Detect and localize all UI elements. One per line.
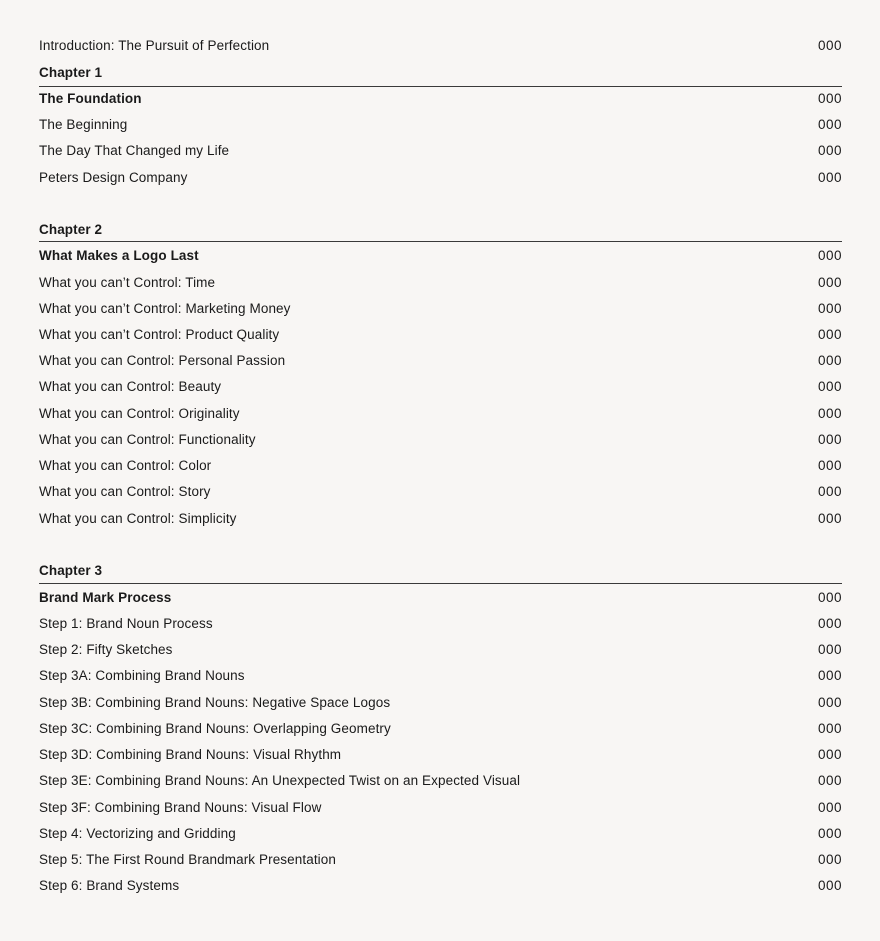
toc-page-number: 000 <box>817 615 842 631</box>
chapter-label-text: Chapter 1 <box>39 64 103 80</box>
toc-page-number: 000 <box>817 405 842 421</box>
toc-page-number: 000 <box>817 457 842 473</box>
toc-entry-title: Introduction: The Pursuit of Perfection <box>39 37 270 53</box>
toc-page-number: 000 <box>817 510 842 526</box>
chapter-label <box>39 216 842 242</box>
toc-entry[interactable] <box>39 269 842 295</box>
toc-entry[interactable] <box>39 767 842 793</box>
toc-entry-title: What you can Control: Color <box>39 457 212 473</box>
chapter-label-text: Chapter 2 <box>39 221 103 237</box>
toc-entry[interactable] <box>39 636 842 662</box>
toc-page-number: 000 <box>817 483 842 499</box>
toc-entry-title: What you can Control: Story <box>39 483 211 499</box>
toc-page-number: 000 <box>817 378 842 394</box>
toc-entry-title: Step 3C: Combining Brand Nouns: Overlapping Geometry <box>39 720 391 736</box>
toc-page-number: 000 <box>817 772 842 788</box>
toc-entry-title: Step 6: Brand Systems <box>39 877 180 893</box>
toc-page-number: 000 <box>817 746 842 762</box>
toc-entry-title: What you can Control: Functionality <box>39 431 256 447</box>
toc-entry[interactable] <box>39 610 842 636</box>
toc-entry[interactable] <box>39 164 842 190</box>
toc-entry[interactable] <box>39 373 842 399</box>
toc-page-number: 000 <box>817 694 842 710</box>
toc-entry[interactable] <box>39 111 842 137</box>
chapter-label <box>39 557 842 583</box>
toc-page-number: 000 <box>817 851 842 867</box>
toc-page-number: 000 <box>817 352 842 368</box>
toc-entry-title: What you can’t Control: Product Quality <box>39 326 280 342</box>
toc-entry-title: Step 3B: Combining Brand Nouns: Negative Space Logos <box>39 694 391 710</box>
chapter-title: What Makes a Logo Last <box>39 247 199 263</box>
toc-entry-title: Peters Design Company <box>39 169 188 185</box>
toc-entry[interactable] <box>39 295 842 321</box>
toc-entry-title: Step 3E: Combining Brand Nouns: An Unexpected Twist on an Expected Visual <box>39 772 521 788</box>
toc-entry-title: What you can Control: Beauty <box>39 378 222 394</box>
toc-page-number: 000 <box>817 90 842 106</box>
toc-page-number: 000 <box>817 877 842 893</box>
toc-entry-title: The Day That Changed my Life <box>39 142 230 158</box>
toc-page-number: 000 <box>817 116 842 132</box>
chapter-title-entry[interactable] <box>39 85 842 111</box>
toc-page-number: 000 <box>817 667 842 683</box>
toc-entry-introduction[interactable] <box>39 32 842 58</box>
toc-entry[interactable] <box>39 794 842 820</box>
toc-entry[interactable] <box>39 321 842 347</box>
toc-entry[interactable] <box>39 347 842 373</box>
toc-entry-title: What you can’t Control: Time <box>39 274 216 290</box>
toc-entry[interactable] <box>39 846 842 872</box>
toc-page-number: 000 <box>817 431 842 447</box>
toc-entry[interactable] <box>39 662 842 688</box>
toc-entry-title: Step 2: Fifty Sketches <box>39 641 173 657</box>
toc-entry-title: Step 5: The First Round Brandmark Presentation <box>39 851 336 867</box>
toc-entry-title: Step 3F: Combining Brand Nouns: Visual Flow <box>39 799 322 815</box>
toc-page-number: 000 <box>817 326 842 342</box>
chapter-title: The Foundation <box>39 90 142 106</box>
toc-page-number: 000 <box>817 169 842 185</box>
toc-entry[interactable] <box>39 820 842 846</box>
chapter-title: Brand Mark Process <box>39 589 172 605</box>
toc-page-number: 000 <box>817 274 842 290</box>
toc-page-number: 000 <box>817 641 842 657</box>
toc-entry[interactable] <box>39 478 842 504</box>
toc-entry[interactable] <box>39 689 842 715</box>
toc-entry[interactable] <box>39 872 842 898</box>
toc-entry[interactable] <box>39 741 842 767</box>
toc-page-number: 000 <box>817 825 842 841</box>
toc-entry-title: What you can Control: Originality <box>39 405 240 421</box>
toc-entry[interactable] <box>39 137 842 163</box>
chapter-title-entry[interactable] <box>39 242 842 268</box>
toc-entry-title: Step 4: Vectorizing and Gridding <box>39 825 236 841</box>
toc-page-number: 000 <box>817 589 842 605</box>
toc-page-number: 000 <box>817 300 842 316</box>
chapter-label-text: Chapter 3 <box>39 562 103 578</box>
toc-entry-title: Step 1: Brand Noun Process <box>39 615 213 631</box>
chapter-title-entry[interactable] <box>39 584 842 610</box>
toc-page-number: 000 <box>817 720 842 736</box>
toc-page-number: 000 <box>817 247 842 263</box>
toc-entry-title: Step 3D: Combining Brand Nouns: Visual Rhythm <box>39 746 342 762</box>
chapter-label <box>39 59 842 85</box>
toc-page-number: 000 <box>817 142 842 158</box>
toc-entry-title: Step 3A: Combining Brand Nouns <box>39 667 245 683</box>
toc-page-number: 000 <box>817 37 842 53</box>
toc-entry[interactable] <box>39 505 842 531</box>
toc-entry[interactable] <box>39 452 842 478</box>
toc-entry[interactable] <box>39 426 842 452</box>
toc-entry-title: What you can’t Control: Marketing Money <box>39 300 291 316</box>
toc-entry-title: What you can Control: Simplicity <box>39 510 237 526</box>
toc-entry[interactable] <box>39 400 842 426</box>
toc-page-number: 000 <box>817 799 842 815</box>
toc-entry-title: The Beginning <box>39 116 128 132</box>
toc-entry[interactable] <box>39 715 842 741</box>
toc-entry-title: What you can Control: Personal Passion <box>39 352 286 368</box>
